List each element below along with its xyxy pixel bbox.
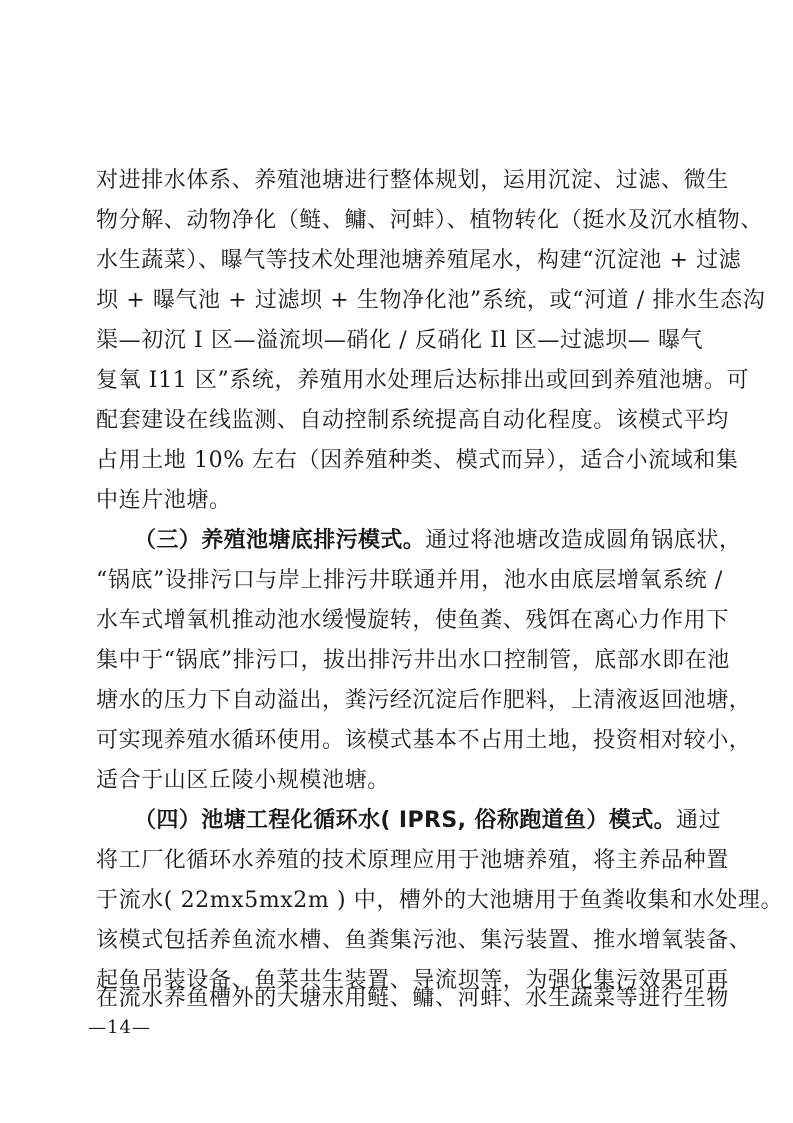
text-line: 水车式增氧机推动池水缓慢旋转，使鱼粪、残饵在离心力作用下 <box>96 608 729 633</box>
text-line <box>134 526 742 556</box>
text-line: 于流水( 22mx5mx2m ) 中，槽外的大池塘用于鱼粪收集和水处理。 <box>96 888 784 913</box>
section-heading: （四）池塘工程化循环水( IPRS, 俗称跑道鱼）模式。 <box>134 808 677 833</box>
text-line: 坝 + 曝气池 + 过滤坝 + 生物净化池”系统，或“河道 / 排水生态沟 <box>96 288 766 313</box>
text-line: 起鱼吊装设备、鱼菜共生装置、导流坝等，为强化集污效果可再 <box>96 968 729 993</box>
section-heading: （三）养殖池塘底排污模式。 <box>134 528 426 553</box>
text-line: 在流水养鱼槽外的大塘水用鲢、鳙、河蚌、水生蔬菜等进行生物 <box>96 986 729 1011</box>
text-run: 通过将池塘改造成圆角锅底状， <box>425 528 742 553</box>
text-line: 将工厂化循环水养殖的技术原理应用于池塘养殖，将主养品种置 <box>96 848 729 873</box>
text-line: 该模式包括养鱼流水槽、鱼粪集污池、集污装置、推水增氧装备、 <box>96 928 752 953</box>
text-line: 塘水的压力下自动溢出，粪污经沉淀后作肥料，上清液返回池塘， <box>96 688 752 713</box>
text-line: “锅底”设排污口与岸上排污井联通并用，池水由底层增氧系统 / <box>96 568 723 593</box>
text-line: 适合于山区丘陵小规模池塘。 <box>96 768 390 793</box>
text-line <box>134 806 734 836</box>
page-number: —14— <box>88 1017 151 1038</box>
text-line: 可实现养殖水循环使用。该模式基本不占用土地，投资相对较小， <box>96 728 752 753</box>
text-line: 复氧 I11 区”系统，养殖用水处理后达标排出或回到养殖池塘。可 <box>96 368 750 393</box>
text-line: 集中于“锅底”排污口，拔出排污井出水口控制管，底部水即在池 <box>96 648 730 673</box>
text-run: 通过 <box>676 808 722 833</box>
text-line: 中连片池塘。 <box>96 488 232 513</box>
text-line: 物分解、动物净化（鲢、鳙、河蚌）、植物转化（挺水及沉水植物、 <box>96 208 764 233</box>
text-line: 占用土地 10% 左右（因养殖种类、模式而异），适合小流域和集 <box>96 448 739 473</box>
text-line: 水生蔬菜）、曝气等技术处理池塘养殖尾水，构建“沉淀池 + 过滤 <box>96 248 742 273</box>
text-line: 渠—初沉 I 区—溢流坝—硝化 / 反硝化 Il 区—过滤坝— 曝气 <box>96 328 704 353</box>
text-line: 对进排水体系、养殖池塘进行整体规划，运用沉淀、过滤、微生 <box>96 168 729 193</box>
text-line: 配套建设在线监测、自动控制系统提高自动化程度。该模式平均 <box>96 408 729 433</box>
